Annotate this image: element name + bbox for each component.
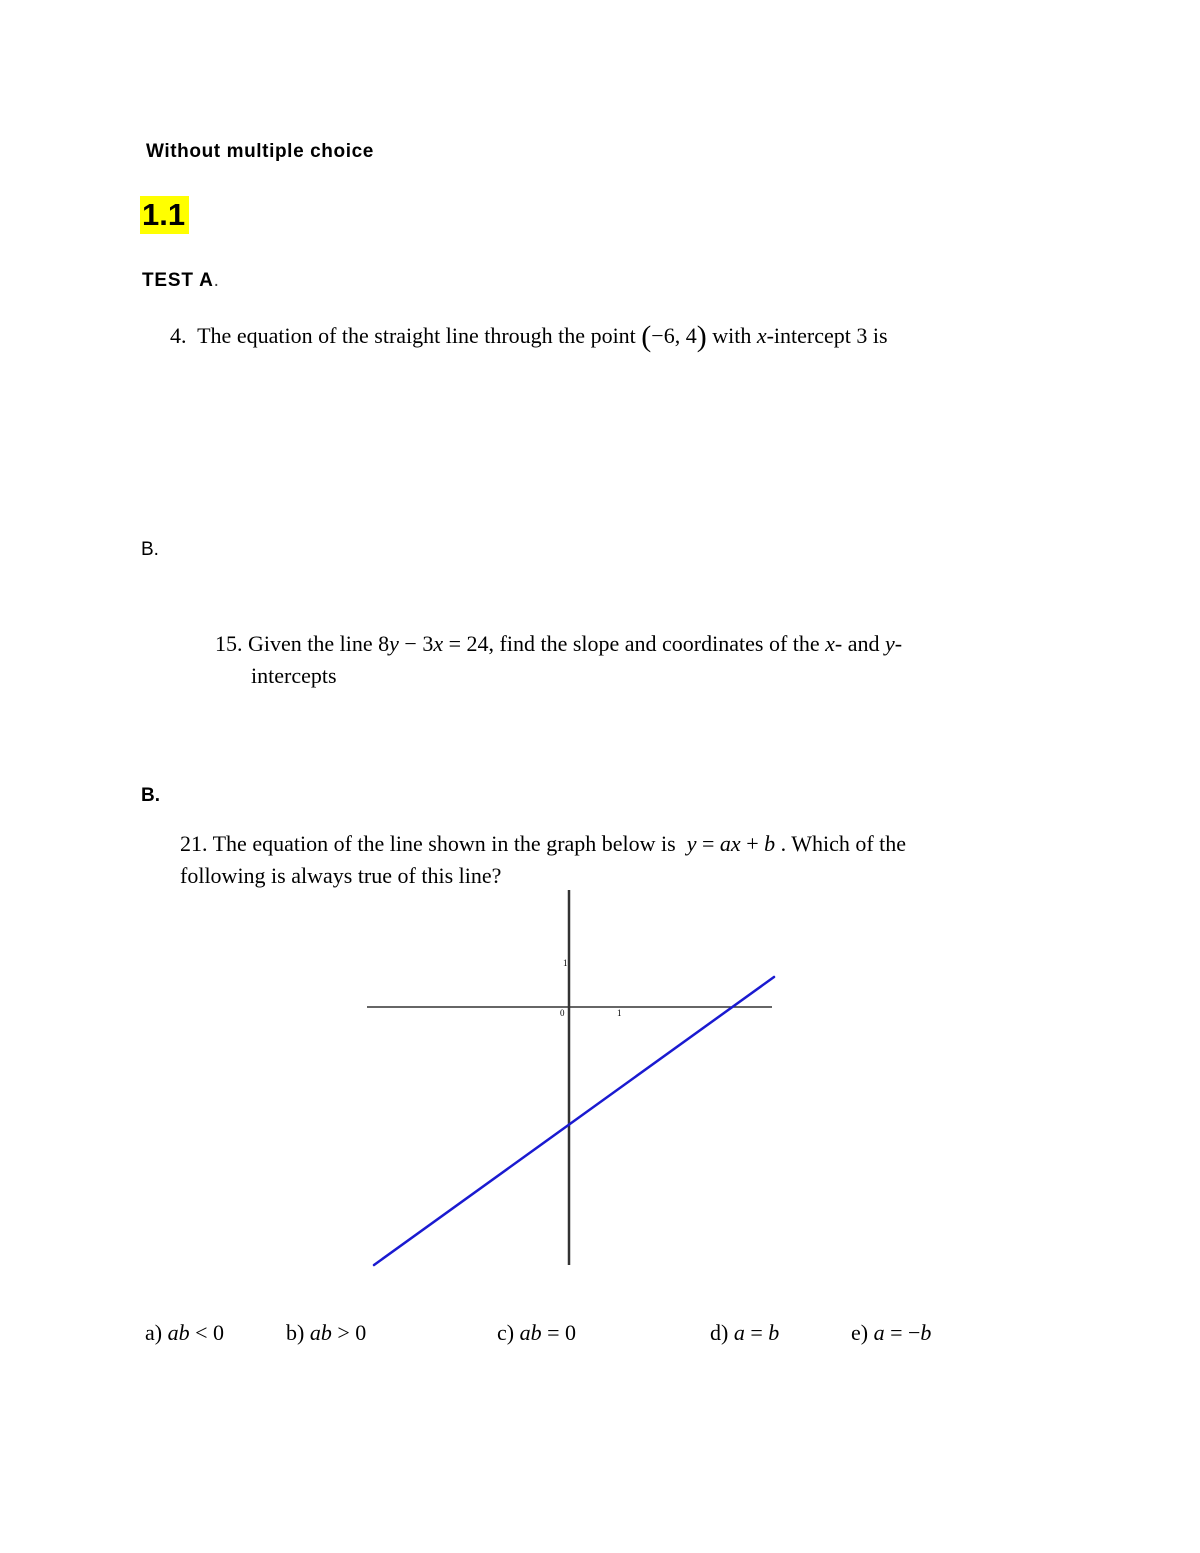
question-text-end: -intercept 3 is (766, 323, 888, 348)
choice-op: = − (884, 1320, 921, 1345)
paren-open: ( (641, 320, 652, 353)
choice-op: > (331, 1320, 356, 1345)
question-number: 21. (180, 831, 208, 856)
test-label-suffix: . (213, 270, 220, 291)
y-tick-label: 1 (563, 958, 568, 968)
eq-term: − 3 (398, 631, 434, 656)
line-graph (360, 885, 780, 1270)
question-15-line-2: intercepts (251, 663, 337, 688)
page-heading: Without multiple choice (146, 141, 374, 162)
paren-close: ) (696, 320, 707, 353)
question-text-2: , find the slope and coordinates of the (488, 631, 820, 656)
choice-letter: b) (286, 1320, 305, 1345)
choice-rhs: 0 (355, 1320, 367, 1345)
variable-x: x (825, 631, 835, 656)
eq-ax: ax (719, 831, 741, 856)
eq-coef: 8 (378, 631, 390, 656)
plotted-line (374, 977, 774, 1265)
question-number: 15. (215, 631, 243, 656)
point-coordinates: −6, 4 (651, 323, 697, 348)
question-15 (215, 628, 902, 692)
choice-lhs: a (873, 1320, 885, 1345)
eq-rhs: = 24 (443, 631, 489, 656)
choice-rhs: 0 (213, 1320, 225, 1345)
eq-var-y: y (389, 631, 399, 656)
eq-var-x: x (433, 631, 444, 656)
choice-c[interactable] (497, 1320, 576, 1346)
eq-var-y: y (686, 831, 697, 856)
choice-letter: d) (710, 1320, 729, 1345)
question-text-2: . Which of the (780, 831, 907, 856)
equation (687, 831, 775, 856)
choice-letter: c) (497, 1320, 515, 1345)
choice-e[interactable] (851, 1320, 931, 1346)
choice-rhs: b (920, 1320, 932, 1345)
question-21 (180, 828, 906, 892)
choice-rhs: 0 (565, 1320, 577, 1345)
origin-label: 0 (560, 1008, 565, 1018)
question-15-line-1 (215, 628, 902, 660)
choice-lhs: ab (519, 1320, 542, 1345)
choice-letter: e) (851, 1320, 869, 1345)
choice-op: = (541, 1320, 566, 1345)
equation (378, 631, 488, 656)
choice-d[interactable] (710, 1320, 779, 1346)
question-text: The equation of the straight line through the point (197, 323, 636, 348)
section-number: 1.1 (140, 196, 189, 234)
question-text: The equation of the line shown in the graph below is (212, 831, 676, 856)
question-text-3: - and (834, 631, 880, 656)
choice-op: = (744, 1320, 769, 1345)
eq-b: b (764, 831, 776, 856)
variable-x: x (756, 323, 767, 348)
hyphen: - (894, 631, 903, 656)
test-label (142, 270, 220, 292)
question-21-line-2: following is always true of this line? (180, 863, 502, 888)
choice-rhs: b (768, 1320, 780, 1345)
choice-letter: a) (145, 1320, 163, 1345)
section-b-label: B. (141, 539, 159, 560)
eq-plus: + (740, 831, 765, 856)
choice-lhs: a (733, 1320, 745, 1345)
question-4 (170, 320, 888, 354)
choice-lhs: ab (309, 1320, 332, 1345)
x-tick-label: 1 (617, 1008, 622, 1018)
test-label-text: TEST A (142, 270, 214, 291)
variable-y: y (885, 631, 895, 656)
question-text-with: with (712, 323, 752, 348)
choice-op: < (189, 1320, 214, 1345)
question-21-line-1 (180, 828, 906, 860)
question-number: 4. (170, 323, 187, 348)
question-text: Given the line (248, 631, 373, 656)
section-b-label-bold: B. (141, 785, 160, 806)
choice-b[interactable] (286, 1320, 366, 1346)
choice-a[interactable] (145, 1320, 224, 1346)
eq-equals: = (696, 831, 720, 856)
choice-lhs: ab (167, 1320, 190, 1345)
